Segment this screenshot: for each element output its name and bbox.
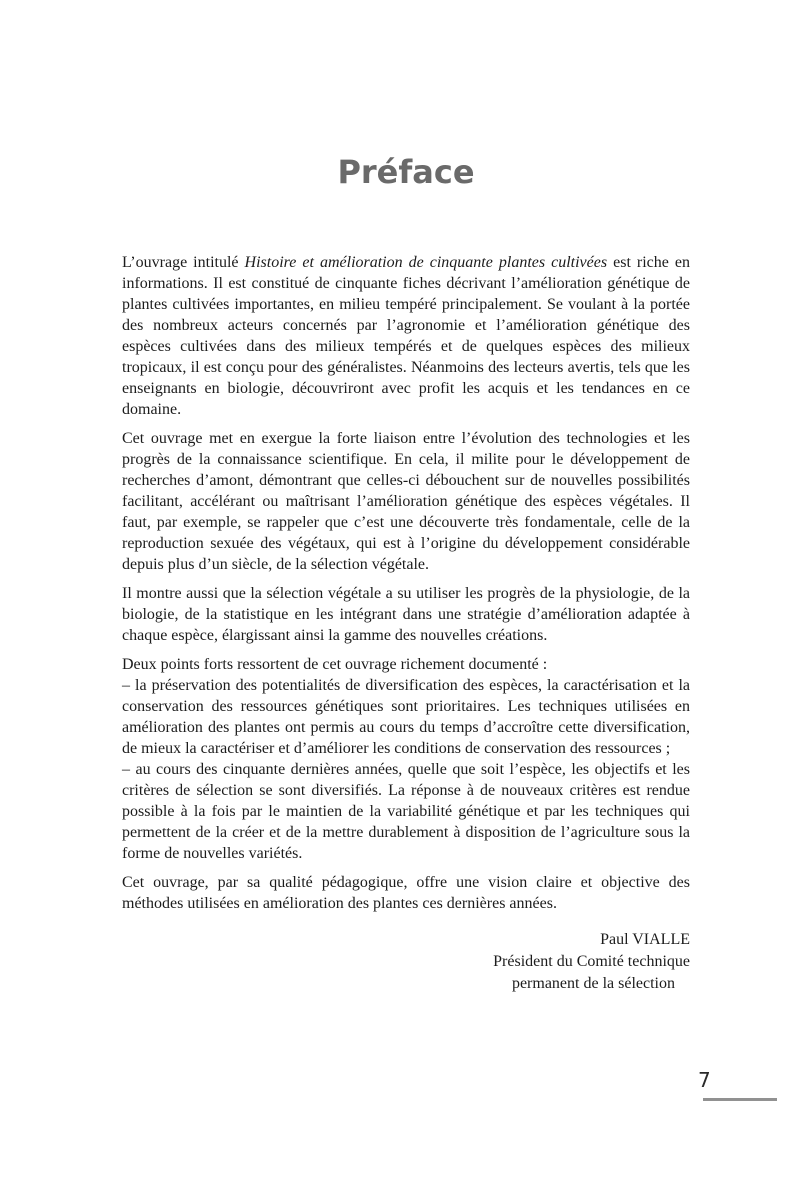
page-title: Préface xyxy=(337,153,475,191)
list-item-preservation: – la préservation des potentialités de diversification des espèces, la caractérisation et la conservation des ressources génétiques sont prioritaires. Les techniques utilisées en amélioration des plantes ont permis au cours du temps d’accroître cette diversification, de mieux la caractériser et d’améliorer les conditions de conservation des ressources ; xyxy=(122,677,690,757)
page-number: 7 xyxy=(698,1068,711,1092)
signature-name: Paul VIALLE xyxy=(600,931,690,948)
paragraph-technologies: Cet ouvrage met en exergue la forte liaison entre l’évolution des technologies et les progrès de la connaissance scientifique. En cela, il milite pour le développement de recherches d’amont, démontrant que celles-ci débouchent sur de nouvelles possibilités facilitant, accélérant ou maîtrisant l’amélioration génétique des espèces végétales. Il faut, par exemple, se rappeler que c’est une découverte très fondamentale, celle de la reproduction sexuée des végétaux, qui est à l’origine du développement considérable depuis plus d’un siècle, de la sélection végétale. xyxy=(122,430,690,573)
signature-role-line1: Président du Comité technique xyxy=(493,953,690,970)
paragraph-intro-before: L’ouvrage intitulé xyxy=(122,254,245,271)
signature-role-line2: permanent de la sélection xyxy=(511,975,675,992)
preface-body xyxy=(122,252,690,914)
paragraph-intro xyxy=(122,252,690,420)
paragraph-conclusion: Cet ouvrage, par sa qualité pédagogique, offre une vision claire et objective des méthodes utilisées en amélioration des plantes ces dernières années. xyxy=(122,874,690,912)
book-title-italic: Histoire et amélioration de cinquante plantes cultivées xyxy=(244,254,608,271)
paragraph-deux-points: Deux points forts ressortent de cet ouvrage richement documenté : xyxy=(122,656,548,673)
signature-block xyxy=(122,929,690,995)
paragraph-intro-after: est riche en informations. Il est constitué de cinquante fiches décrivant l’amélioration génétique de plantes cultivées importantes, en milieu tempéré principalement. Se voulant à la portée des nombreux acteurs concernés par l’agronomie et l’amélioration génétique des espèces cultivées dans des milieux tempérés et de quelques espèces des milieux tropicaux, il est conçu pour des généralistes. Néanmoins des lecteurs avertis, tels que les enseignants en biologie, découvriront avec profit les acquis et les tendances en ce domaine. xyxy=(122,254,690,418)
list-item-cinquante-annees: – au cours des cinquante dernières années, quelle que soit l’espèce, les objectifs et les critères de sélection se sont diversifiés. La réponse à de nouveaux critères est rendue possible à la fois par le maintien de la variabilité génétique et par les techniques qui permettent de la créer et de la mettre durablement à disposition de l’agriculture sous la forme de nouvelles variétés. xyxy=(122,761,690,862)
page-content xyxy=(122,150,690,995)
page-number-area xyxy=(698,1068,777,1101)
page-number-rule xyxy=(703,1098,777,1101)
paragraph-physiologie: Il montre aussi que la sélection végétale a su utiliser les progrès de la physiologie, de la biologie, de la statistique en les intégrant dans une stratégie d’amélioration adaptée à chaque espèce, élargissant ainsi la gamme des nouvelles créations. xyxy=(122,585,690,644)
